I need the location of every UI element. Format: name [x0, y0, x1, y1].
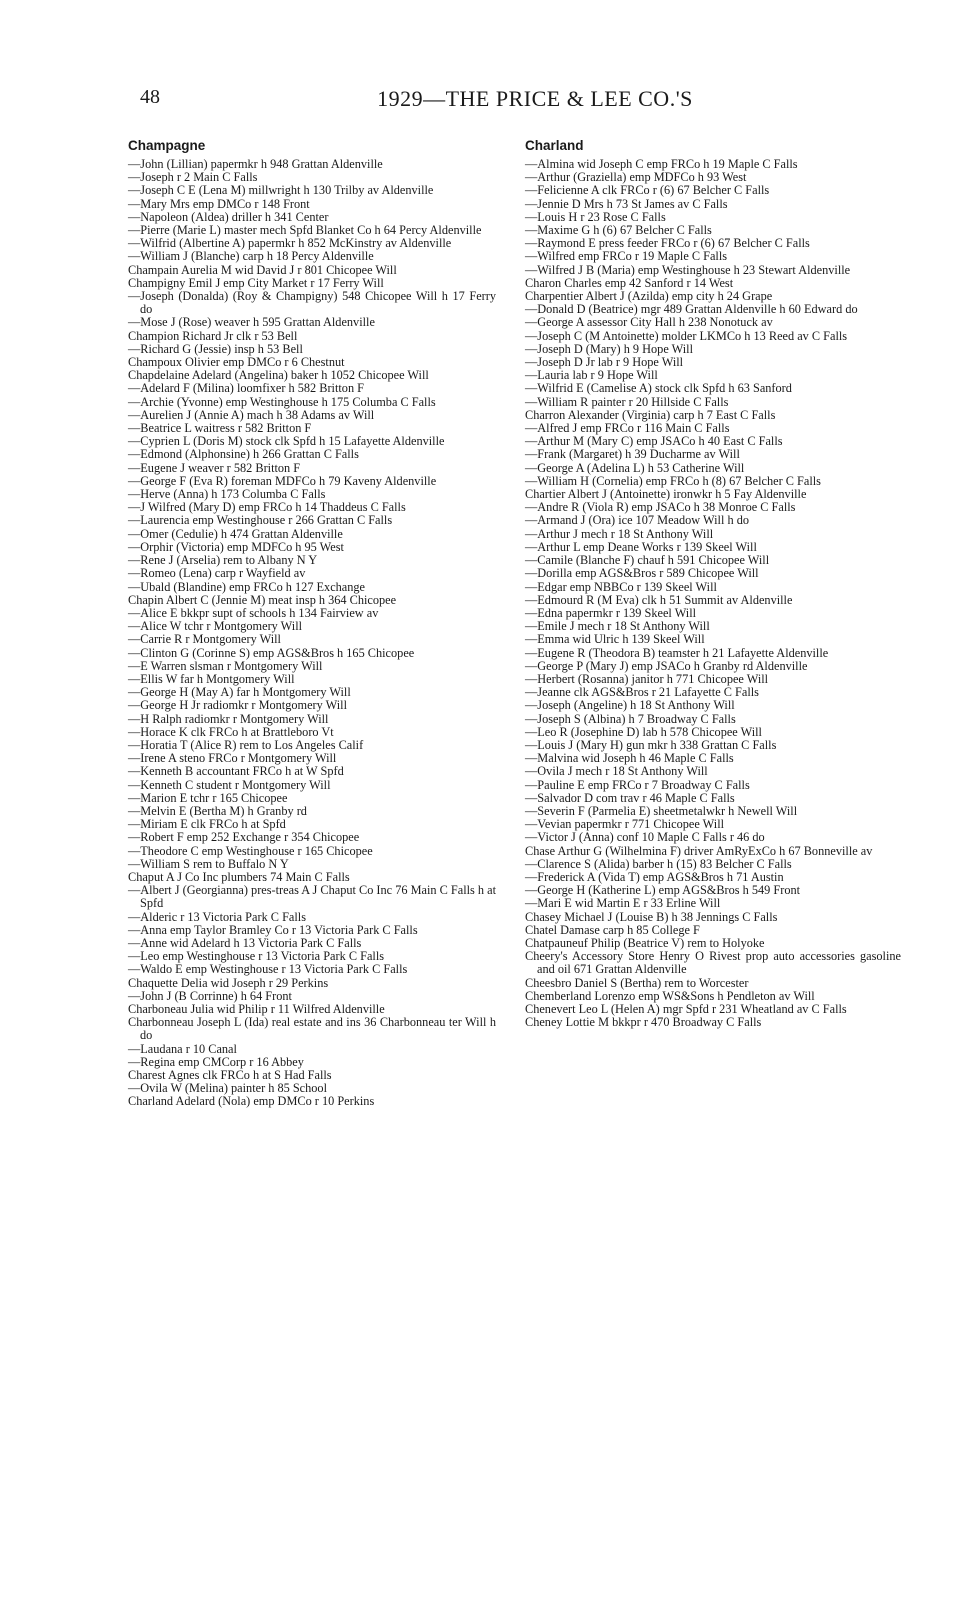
directory-entry: —Adelard F (Milina) loomfixer h 582 Britton F [128, 381, 365, 396]
directory-entry: —George A assessor City Hall h 238 Nonotuck av [525, 315, 773, 330]
directory-entry: —Alderic r 13 Victoria Park C Falls [128, 909, 306, 924]
left-column [128, 136, 496, 1109]
directory-entry: Cheery's Accessory Store Henry O Rivest prop auto accessories gasoline and oil 671 Grattan Aldenville [525, 949, 901, 977]
directory-entry: —Kenneth C student r Montgomery Will [128, 777, 331, 792]
directory-entry: —J Wilfred (Mary D) emp FRCo h 14 Thaddeus C Falls [128, 500, 406, 515]
directory-entry: —George P (Mary J) emp JSACo h Granby rd Aldenville [525, 658, 808, 673]
directory-entry: —William H (Cornelia) emp FRCo h (8) 67 Belcher C Falls [525, 473, 821, 488]
directory-entry: —Robert F emp 252 Exchange r 354 Chicopee [128, 830, 360, 845]
directory-entry: —Miriam E clk FRCo h at Spfd [128, 817, 286, 832]
directory-entry: —Emma wid Ulric h 139 Skeel Will [525, 632, 705, 647]
directory-entry: —Beatrice L waitress r 582 Britton F [128, 421, 312, 436]
directory-entry: —Frank (Margaret) h 39 Ducharme av Will [525, 447, 740, 462]
directory-entry: —Wilfred emp FRCo r 19 Maple C Falls [525, 249, 728, 264]
directory-entry: —Edmourd R (M Eva) clk h 51 Summit av Aldenville [525, 592, 793, 607]
page-title: 1929—THE PRICE & LEE CO.'S [377, 86, 693, 111]
directory-entry: —Herbert (Rosanna) janitor h 771 Chicopee Will [525, 671, 769, 686]
directory-entry: —Archie (Yvonne) emp Westinghouse h 175 Columba C Falls [128, 394, 436, 409]
directory-entry: —Joseph (Donalda) (Roy & Champigny) 548 Chicopee Will h 17 Ferry do [128, 289, 496, 317]
directory-entry: —Mose J (Rose) weaver h 595 Grattan Aldenville [128, 315, 375, 330]
directory-entry: —Orphir (Victoria) emp MDFCo h 95 West [128, 539, 344, 554]
directory-entry: —Anne wid Adelard h 13 Victoria Park C Falls [128, 935, 362, 950]
directory-entry: —Theodore C emp Westinghouse r 165 Chicopee [128, 843, 373, 858]
directory-entry: Chapin Albert C (Jennie M) meat insp h 364 Chicopee [128, 592, 397, 607]
directory-entry: Charpentier Albert J (Azilda) emp city h 24 Grape [525, 289, 773, 304]
directory-entry: —Joseph D Jr lab r 9 Hope Will [525, 355, 684, 370]
directory-entry: —Alfred J emp FRCo r 116 Main C Falls [525, 421, 730, 436]
directory-entry: —Wilfrid E (Camelise A) stock clk Spfd h 63 Sanford [525, 381, 792, 396]
directory-entry: —William J (Blanche) carp h 18 Percy Aldenville [128, 249, 374, 264]
directory-entry: —Clinton G (Corinne S) emp AGS&Bros h 165 Chicopee [128, 645, 415, 660]
directory-entry: —Alice E bkkpr supt of schools h 134 Fairview av [128, 605, 379, 620]
directory-entry: —Irene A steno FRCo r Montgomery Will [128, 751, 337, 766]
directory-entry: —George H (May A) far h Montgomery Will [128, 685, 351, 700]
directory-entry: Champion Richard Jr clk r 53 Bell [128, 328, 298, 343]
directory-entry: Charron Alexander (Virginia) carp h 7 East C Falls [525, 407, 776, 422]
directory-entry: Cheesbro Daniel S (Bertha) rem to Worcester [525, 975, 749, 990]
directory-entry: —Leo emp Westinghouse r 13 Victoria Park C Falls [128, 949, 385, 964]
directory-entry: Charboneau Julia wid Philip r 11 Wilfred Aldenville [128, 1002, 385, 1016]
directory-entry: —George A (Adelina L) h 53 Catherine Will [525, 460, 745, 475]
directory-entry: —Aurelien J (Annie A) mach h 38 Adams av Will [128, 407, 375, 422]
directory-entry: Cheney Lottie M bkkpr r 470 Broadway C Falls [525, 1015, 762, 1030]
directory-entry: —Felicienne A clk FRCo r (6) 67 Belcher C Falls [525, 183, 770, 198]
directory-entry: —Mari E wid Martin E r 33 Erline Will [525, 896, 721, 911]
directory-entry: —Melvin E (Bertha M) h Granby rd [128, 803, 307, 818]
directory-entry: —Dorilla emp AGS&Bros r 589 Chicopee Will [525, 566, 759, 581]
directory-entry: —Mary Mrs emp DMCo r 148 Front [128, 196, 310, 211]
directory-entry: —Alice W tchr r Montgomery Will [128, 619, 303, 634]
directory-entry: —Camile (Blanche F) chauf h 591 Chicopee Will [525, 553, 770, 568]
directory-entry: —Victor J (Anna) conf 10 Maple C Falls r 46 do [525, 830, 765, 845]
directory-entry: —E Warren slsman r Montgomery Will [128, 658, 323, 673]
directory-entry: —Ellis W far h Montgomery Will [128, 671, 295, 686]
directory-entry: Chartier Albert J (Antoinette) ironwkr h 5 Fay Aldenville [525, 487, 807, 502]
directory-entry: —George F (Eva R) foreman MDFCo h 79 Kaveny Aldenville [128, 473, 437, 488]
directory-entry: —William R painter r 20 Hillside C Falls [525, 394, 729, 409]
directory-entry: Chatel Damase carp h 85 College F [525, 922, 700, 937]
left-entries-list [128, 158, 496, 1109]
directory-entry: Chatpauneuf Philip (Beatrice V) rem to Holyoke [525, 935, 765, 950]
directory-entry: —Arthur M (Mary C) emp JSACo h 40 East C Falls [525, 434, 783, 449]
directory-entry: Chasey Michael J (Louise B) h 38 Jennings C Falls [525, 909, 778, 924]
directory-entry: —Leo R (Josephine D) lab h 578 Chicopee Will [525, 724, 762, 739]
directory-entry: —Lauria lab r 9 Hope Will [525, 368, 658, 383]
directory-entry: Chaput A J Co Inc plumbers 74 Main C Falls [128, 869, 350, 884]
directory-entry: Chemberland Lorenzo emp WS&Sons h Pendleton av Will [525, 988, 815, 1003]
directory-entry: —H Ralph radiomkr r Montgomery Will [128, 711, 329, 726]
directory-entry: —Joseph D (Mary) h 9 Hope Will [525, 341, 693, 356]
right-column-heading: Charland [525, 138, 584, 153]
directory-entry: —Pierre (Marie L) master mech Spfd Blanket Co h 64 Percy Aldenville [128, 223, 482, 238]
directory-entry: —Frederick A (Vida T) emp AGS&Bros h 71 Austin [525, 869, 784, 884]
directory-entry: —Albert J (Georgianna) pres-treas A J Chaput Co Inc 76 Main C Falls h at Spfd [128, 883, 496, 911]
directory-entry: —Salvador D com trav r 46 Maple C Falls [525, 790, 735, 805]
directory-entry: —Omer (Cedulie) h 474 Grattan Aldenville [128, 526, 343, 541]
directory-entry: —Joseph C (M Antoinette) molder LKMCo h 13 Reed av C Falls [525, 328, 848, 343]
directory-entry: Charest Agnes clk FRCo h at S Had Falls [128, 1068, 332, 1083]
directory-entry: —Malvina wid Joseph h 46 Maple C Falls [525, 751, 734, 766]
directory-entry: —Almina wid Joseph C emp FRCo h 19 Maple C Falls [525, 157, 798, 171]
directory-entry: —Romeo (Lena) carp r Wayfield av [128, 566, 306, 581]
directory-entry: Charland Adelard (Nola) emp DMCo r 10 Perkins [128, 1094, 375, 1109]
directory-entry: —Joseph S (Albina) h 7 Broadway C Falls [525, 711, 736, 726]
directory-entry: Champain Aurelia M wid David J r 801 Chicopee Will [128, 262, 397, 277]
directory-entry: —Jeanne clk AGS&Bros r 21 Lafayette C Falls [525, 685, 759, 700]
directory-entry: —George H Jr radiomkr r Montgomery Will [128, 698, 347, 713]
directory-entry: Chapdelaine Adelard (Angelina) baker h 1052 Chicopee Will [128, 368, 429, 383]
directory-entry: —Laudana r 10 Canal [128, 1041, 237, 1056]
directory-entry: Charbonneau Joseph L (Ida) real estate and ins 36 Charbonneau ter Will h do [128, 1015, 496, 1043]
directory-entry: —Herve (Anna) h 173 Columba C Falls [128, 487, 326, 502]
directory-entry: Charon Charles emp 42 Sanford r 14 West [525, 275, 734, 290]
directory-entry: —William S rem to Buffalo N Y [128, 856, 289, 871]
directory-entry: —Edmond (Alphonsine) h 266 Grattan C Falls [128, 447, 359, 462]
directory-entry: —Waldo E emp Westinghouse r 13 Victoria Park C Falls [128, 962, 408, 977]
directory-entry: —Horatia T (Alice R) rem to Los Angeles Calif [128, 737, 364, 752]
directory-entry: —Rene J (Arselia) rem to Albany N Y [128, 553, 318, 568]
directory-entry: Champoux Olivier emp DMCo r 6 Chestnut [128, 355, 345, 370]
directory-entry: —Andre R (Viola R) emp JSACo h 38 Monroe C Falls [525, 500, 796, 515]
directory-entry: Champigny Emil J emp City Market r 17 Ferry Will [128, 275, 384, 290]
directory-entry: —Wilfred J B (Maria) emp Westinghouse h 23 Stewart Aldenville [525, 262, 851, 277]
directory-entry: —Maxime G h (6) 67 Belcher C Falls [525, 223, 712, 238]
page-header [140, 86, 930, 118]
directory-entry: —Ovila W (Melina) painter h 85 School [128, 1081, 327, 1096]
directory-entry: —Joseph r 2 Main C Falls [128, 170, 258, 185]
page-number: 48 [140, 86, 160, 108]
directory-entry: —Eugene R (Theodora B) teamster h 21 Lafayette Aldenville [525, 645, 829, 660]
directory-entry: —Wilfrid (Albertine A) papermkr h 852 McKinstry av Aldenville [128, 236, 452, 251]
directory-entry: —Arthur L emp Deane Works r 139 Skeel Will [525, 539, 757, 554]
directory-entry: —Marion E tchr r 165 Chicopee [128, 790, 288, 805]
directory-entry: —Severin F (Parmelia E) sheetmetalwkr h Newell Will [525, 803, 798, 818]
directory-entry: —Arthur (Graziella) emp MDFCo h 93 West [525, 170, 747, 185]
directory-entry: —Ovila J mech r 18 St Anthony Will [525, 764, 708, 779]
directory-entry: —Clarence S (Alida) barber h (15) 83 Belcher C Falls [525, 856, 792, 871]
right-column [525, 136, 901, 1029]
directory-entry: —Edna papermkr r 139 Skeel Will [525, 605, 697, 620]
directory-entry: —John (Lillian) papermkr h 948 Grattan Aldenville [128, 157, 383, 171]
directory-entry: —Louis H r 23 Rose C Falls [525, 209, 666, 224]
directory-entry: —Carrie R r Montgomery Will [128, 632, 281, 647]
directory-entry: —Jennie D Mrs h 73 St James av C Falls [525, 196, 728, 211]
directory-entry: —Anna emp Taylor Bramley Co r 13 Victoria Park C Falls [128, 922, 418, 937]
directory-entry: —Ubald (Blandine) emp FRCo h 127 Exchange [128, 579, 366, 594]
directory-entry: —Cyprien L (Doris M) stock clk Spfd h 15 Lafayette Aldenville [128, 434, 445, 449]
directory-entry: —John J (B Corrinne) h 64 Front [128, 988, 292, 1003]
directory-entry: —Eugene J weaver r 582 Britton F [128, 460, 301, 475]
directory-entry: —Emile J mech r 18 St Anthony Will [525, 619, 710, 634]
left-column-heading: Champagne [128, 138, 206, 153]
directory-entry: —Edgar emp NBBCo r 139 Skeel Will [525, 579, 717, 594]
directory-entry: —Laurencia emp Westinghouse r 266 Grattan C Falls [128, 513, 393, 528]
directory-entry: —Arthur J mech r 18 St Anthony Will [525, 526, 714, 541]
directory-entry: Chase Arthur G (Wilhelmina F) driver AmRyExCo h 67 Bonneville av [525, 843, 873, 858]
directory-entry: —George H (Katherine L) emp AGS&Bros h 549 Front [525, 883, 801, 898]
directory-entry: —Napoleon (Aldea) driller h 341 Center [128, 209, 329, 224]
directory-entry: Chaquette Delia wid Joseph r 29 Perkins [128, 975, 329, 990]
directory-entry: —Richard G (Jessie) insp h 53 Bell [128, 341, 303, 356]
directory-entry: —Kenneth B accountant FRCo h at W Spfd [128, 764, 344, 779]
directory-entry: —Horace K clk FRCo h at Brattleboro Vt [128, 724, 334, 739]
directory-entry: —Pauline E emp FRCo r 7 Broadway C Falls [525, 777, 750, 792]
directory-entry: —Joseph C E (Lena M) millwright h 130 Trilby av Aldenville [128, 183, 434, 198]
directory-entry: —Vevian papermkr r 771 Chicopee Will [525, 817, 725, 832]
directory-entry: Chenevert Leo L (Helen A) mgr Spfd r 231 Wheatland av C Falls [525, 1002, 847, 1016]
directory-entry: —Joseph (Angeline) h 18 St Anthony Will [525, 698, 735, 713]
right-entries-list [525, 158, 901, 1029]
directory-entry: —Regina emp CMCorp r 16 Abbey [128, 1054, 304, 1069]
directory-entry: —Raymond E press feeder FRCo r (6) 67 Belcher C Falls [525, 236, 810, 251]
directory-entry: —Louis J (Mary H) gun mkr h 338 Grattan C Falls [525, 737, 777, 752]
directory-entry: —Donald D (Beatrice) mgr 489 Grattan Aldenville h 60 Edward do [525, 302, 858, 317]
directory-entry: —Armand J (Ora) ice 107 Meadow Will h do [525, 513, 749, 528]
